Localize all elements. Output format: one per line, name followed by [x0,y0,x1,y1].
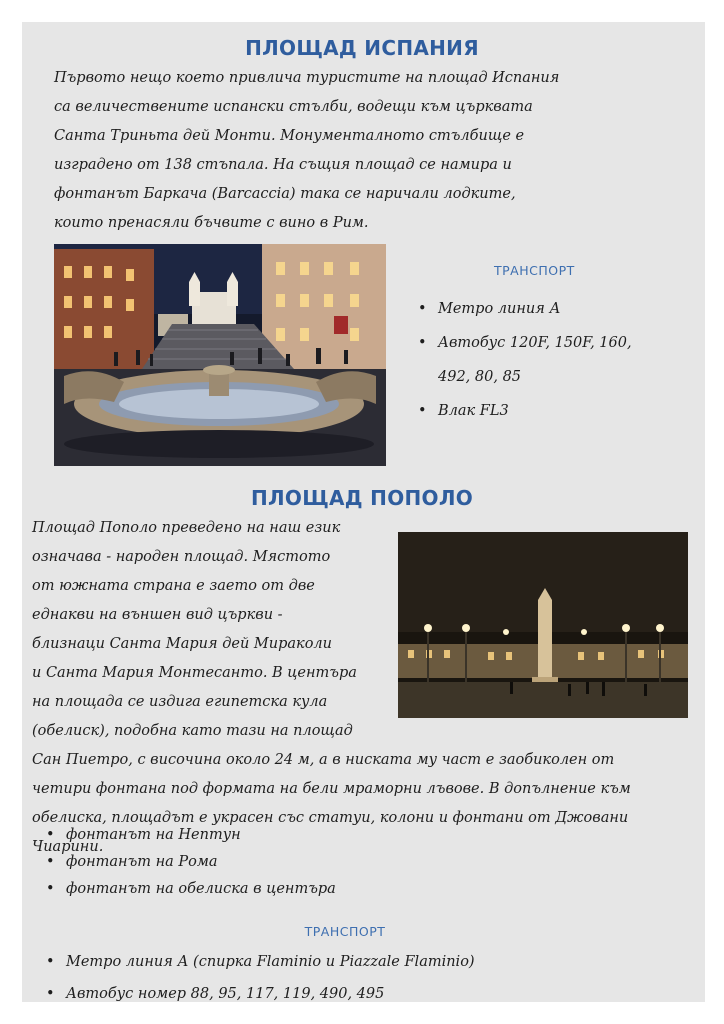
list-item: • фонтанът на обелиска в центъра [40,876,680,903]
text-line: от южната страна е заето от две [32,578,315,594]
spagna-description [54,64,704,238]
spagna-transport-list [412,292,702,428]
list-item: • Метро линия А (спирка Flaminio и Piazzale Flaminio) [40,946,700,978]
text-line: и Санта Мария Монтесанто. В центъра [32,665,357,681]
list-item: • Автобус номер 88, 95, 117, 119, 490, 495 [40,978,700,1010]
list-item: • фонтанът на Нептун [40,822,680,849]
text-line: (обелиск), подобна като тази на площад [32,723,353,739]
text-line: обелиска, площадът е украсен със статуи, колони и фонтани от Джовани [32,810,629,826]
text-line: Сан Пиетро, с височина около 24 м, а в ниската му част е заобиколен от [32,752,615,768]
popolo-features-list [40,822,680,903]
text-line: са величествените испански стълби, водещи към църквата [54,99,533,115]
text-line: близнаци Санта Мария дей Мираколи [32,636,332,652]
list-item-continuation [412,360,702,394]
popolo-transport-list [40,946,700,1010]
text-line: фонтанът Баркача (Barcaccia) така се наричали лодките, [54,186,516,202]
obelisk-photo [398,532,688,718]
list-item: • фонтанът на Рома [40,849,680,876]
list-item: • Автобус 120F, 150F, 160, [412,326,702,360]
text-line: еднакви на външен вид църкви - [32,607,283,623]
text-line: Площад Пополо преведено на наш език [32,520,341,536]
text-line: изградено от 138 стъпала. На същия площад се намира и [54,157,512,173]
text-line: означава - народен площад. Мястото [32,549,331,565]
text-line: Първото нещо което привлича туристите на площад Испания [54,70,560,86]
popolo-title: ПЛОЩАД ПОПОЛО [250,486,474,510]
text-line: Чиарини. [32,839,104,855]
list-item: • Влак FL3 [412,394,702,428]
spagna-title: ПЛОЩАД ИСПАНИЯ [245,36,479,60]
text-line: четири фонтана под формата на бели мраморни лъвове. В допълнение към [32,781,631,797]
popolo-transport-heading: ТРАНСПОРТ [304,924,386,939]
text-line: Санта Триньта дей Монти. Монументалното стълбище е [54,128,525,144]
spagna-transport-heading: ТРАНСПОРТ [494,263,575,278]
text-line: които пренасяли бъчвите с вино в Рим. [54,215,369,231]
list-item: • Метро линия А [412,292,702,326]
list-item-text: 492, 80, 85 [438,369,522,385]
text-line: на площада се издига египетска кула [32,694,328,710]
spanish-steps-photo [54,244,386,466]
